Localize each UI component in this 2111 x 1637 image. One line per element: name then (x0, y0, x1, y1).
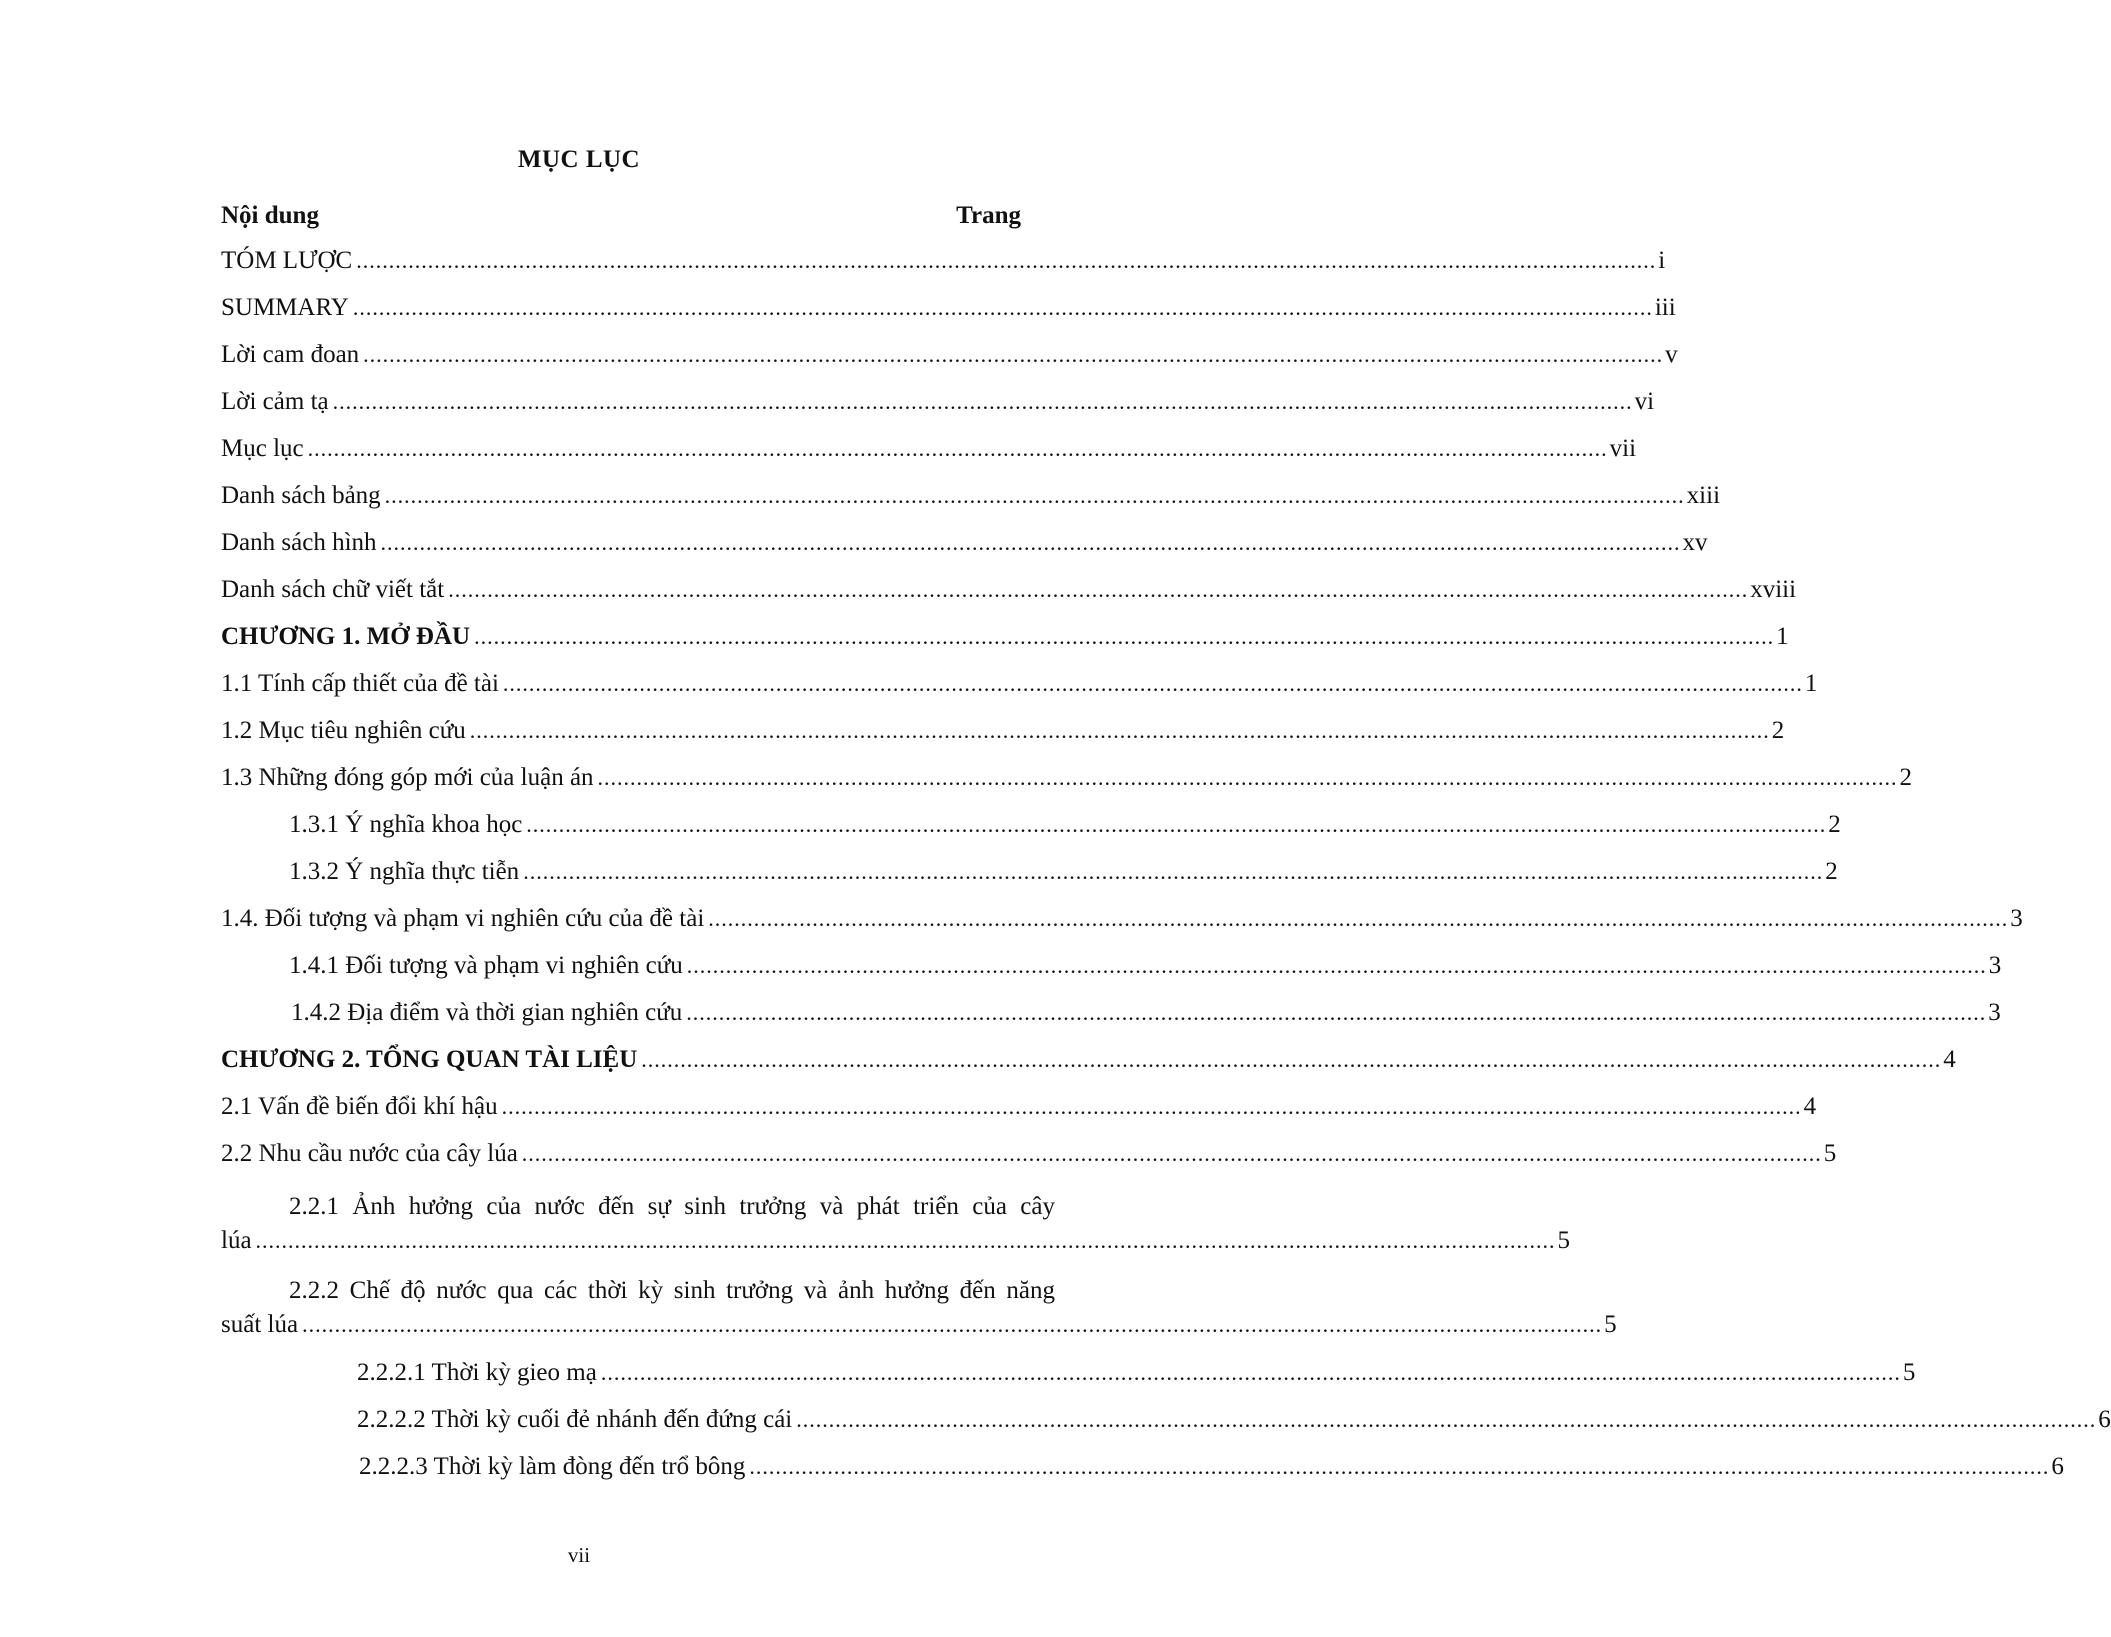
column-header-content: Nội dung (221, 202, 319, 229)
toc-entry-page: 3 (1988, 952, 2002, 979)
toc-entry-label: 2.1 Vấn đề biến đổi khí hậu (221, 1093, 498, 1120)
dot-leader: ........................................................................................................................................................................................................ (469, 718, 1770, 743)
toc-entry-label: Mục lục (221, 435, 304, 462)
toc-entry-page: 5 (1557, 1227, 1571, 1254)
dot-leader: ........................................................................................................................................................................................................ (521, 1141, 1822, 1166)
toc-entry-page: 3 (1988, 999, 2001, 1026)
toc-entry[interactable] (359, 1450, 2064, 1484)
dot-leader: ........................................................................................................................................................................................................ (352, 295, 1653, 320)
toc-entry[interactable] (357, 1403, 2111, 1437)
toc-entry-label: 1.1 Tính cấp thiết của đề tài (221, 670, 499, 697)
toc-entry-label: 1.3 Những đóng góp mới của luận án (221, 764, 594, 791)
toc-entry-label-line1[interactable]: 2.2.2 Chế độ nước qua các thời kỳ sinh trưởng và ảnh hưởng đến năng (289, 1277, 1055, 1304)
toc-entry-page: 5 (1823, 1140, 1837, 1167)
toc-entry-page: xiii (1686, 482, 1721, 509)
dot-leader: ........................................................................................................................................................................................................ (641, 1047, 1942, 1072)
toc-entry[interactable] (221, 244, 1666, 278)
toc-entry-label: Lời cam đoan (221, 341, 360, 368)
toc-entry[interactable] (221, 1090, 1817, 1124)
toc-entry[interactable] (289, 855, 1838, 889)
toc-entry-page: 2 (1828, 811, 1841, 838)
toc-entry[interactable] (221, 902, 2023, 936)
toc-entry-page: iii (1654, 294, 1676, 321)
toc-entry-page: 1 (1776, 623, 1789, 650)
dot-leader: ........................................................................................................................................................................................................ (600, 1360, 1901, 1385)
toc-chapter-entry[interactable] (221, 1043, 1956, 1077)
toc-entry-label: 1.4.2 Địa điểm và thời gian nghiên cứu (291, 999, 683, 1026)
toc-entry-label: 2.2 Nhu cầu nước của cây lúa (221, 1140, 518, 1167)
toc-entry-page: 2 (1825, 858, 1838, 885)
dot-leader: ........................................................................................................................................................................................................ (307, 436, 1608, 461)
page-title: MỤC LỤC (517, 146, 641, 173)
toc-entry[interactable] (221, 714, 1785, 748)
toc-entry-continuation[interactable] (221, 1308, 1617, 1342)
dot-leader: ........................................................................................................................................................................................................ (597, 765, 1898, 790)
page-number: vii (567, 1543, 591, 1567)
toc-entry-page: 2 (1771, 717, 1785, 744)
toc-entry-label: Danh sách chữ viết tắt (221, 576, 445, 603)
toc-entry[interactable] (221, 573, 1797, 607)
column-header-page: Trang (956, 202, 1021, 229)
toc-entry-page: xv (1682, 529, 1708, 556)
toc-entry-page: 2 (1899, 764, 1913, 791)
dot-leader: ........................................................................................................................................................................................................ (384, 483, 1685, 508)
toc-entry[interactable] (221, 667, 1818, 701)
dot-leader: ........................................................................................................................................................................................................ (686, 953, 1987, 978)
toc-entry-page: v (1665, 341, 1678, 368)
toc-entry-label: 1.4.1 Đối tượng và phạm vi nghiên cứu (289, 952, 683, 979)
toc-entry[interactable] (221, 1137, 1837, 1171)
toc-entry-label: Lời cảm tạ (221, 388, 329, 415)
toc-entry[interactable] (357, 1356, 1916, 1390)
toc-entry-label: 2.2.2.2 Thời kỳ cuối đẻ nhánh đến đứng cái (357, 1406, 793, 1433)
dot-leader: ........................................................................................................................................................................................................ (523, 859, 1824, 884)
toc-entry-page: 4 (1943, 1046, 1956, 1073)
toc-entry[interactable] (221, 432, 1637, 466)
dot-leader: ........................................................................................................................................................................................................ (255, 1228, 1556, 1253)
toc-entry-label: CHƯƠNG 2. TỔNG QUAN TÀI LIỆU (221, 1046, 638, 1073)
toc-entry-label: 1.3.1 Ý nghĩa khoa học (289, 811, 523, 838)
dot-leader: ........................................................................................................................................................................................................ (749, 1454, 2050, 1479)
toc-entry-page: i (1658, 247, 1666, 274)
dot-leader: ........................................................................................................................................................................................................ (356, 248, 1657, 273)
dot-leader: ........................................................................................................................................................................................................ (796, 1407, 2097, 1432)
dot-leader: ........................................................................................................................................................................................................ (708, 906, 2009, 931)
toc-entry-page: 6 (2051, 1453, 2064, 1480)
toc-entry[interactable] (221, 385, 1655, 419)
dot-leader: ........................................................................................................................................................................................................ (502, 671, 1803, 696)
toc-entry-page: 4 (1803, 1093, 1817, 1120)
toc-entry-label: 1.4. Đối tượng và phạm vi nghiên cứu của đề tài (221, 905, 705, 932)
toc-entry[interactable] (289, 808, 1841, 842)
toc-entry[interactable] (221, 338, 1678, 372)
toc-entry-page: 1 (1804, 670, 1818, 697)
toc-entry-page: 3 (2010, 905, 2023, 932)
dot-leader: ........................................................................................................................................................................................................ (474, 624, 1775, 649)
dot-leader: ........................................................................................................................................................................................................ (332, 389, 1633, 414)
toc-entry-label: 2.2.2.3 Thời kỳ làm đòng đến trổ bông (359, 1453, 746, 1480)
toc-entry[interactable] (221, 761, 1913, 795)
toc-entry-page: xviii (1750, 576, 1797, 603)
toc-chapter-entry[interactable] (221, 620, 1789, 654)
toc-entry-page: 6 (2098, 1406, 2111, 1433)
toc-entry[interactable] (221, 291, 1676, 325)
toc-entry-label: SUMMARY (221, 294, 349, 321)
dot-leader: ........................................................................................................................................................................................................ (526, 812, 1827, 837)
dot-leader: ........................................................................................................................................................................................................ (380, 530, 1681, 555)
toc-entry-page: vii (1609, 435, 1637, 462)
toc-entry-page: 5 (1604, 1311, 1617, 1338)
toc-entry-label-line1[interactable]: 2.2.1 Ảnh hưởng của nước đến sự sinh trưởng và phát triển của cây (289, 1193, 1055, 1220)
toc-entry-label: Danh sách hình (221, 529, 377, 556)
toc-entry[interactable] (221, 526, 1708, 560)
toc-entry-label: 2.2.2.1 Thời kỳ gieo mạ (357, 1359, 597, 1386)
dot-leader: ........................................................................................................................................................................................................ (363, 342, 1664, 367)
toc-entry-continuation[interactable] (221, 1224, 1571, 1258)
toc-entry[interactable] (221, 479, 1721, 513)
dot-leader: ........................................................................................................................................................................................................ (686, 1000, 1987, 1025)
dot-leader: ........................................................................................................................................................................................................ (448, 577, 1749, 602)
dot-leader: ........................................................................................................................................................................................................ (501, 1094, 1802, 1119)
toc-entry[interactable] (291, 996, 2001, 1030)
toc-entry-label: 1.3.2 Ý nghĩa thực tiễn (289, 858, 520, 885)
toc-entry-page: vi (1634, 388, 1655, 415)
toc-entry-label: Danh sách bảng (221, 482, 381, 509)
toc-entry-label: TÓM LƯỢC (221, 247, 353, 274)
dot-leader: ........................................................................................................................................................................................................ (302, 1312, 1603, 1337)
toc-entry-label: CHƯƠNG 1. MỞ ĐẦU (221, 623, 471, 650)
toc-entry-label: 1.2 Mục tiêu nghiên cứu (221, 717, 466, 744)
toc-entry-label-line2: suất lúa (221, 1311, 299, 1338)
toc-entry-page: 5 (1902, 1359, 1916, 1386)
toc-entry[interactable] (289, 949, 2002, 983)
toc-entry-label-line2: lúa (221, 1227, 252, 1254)
